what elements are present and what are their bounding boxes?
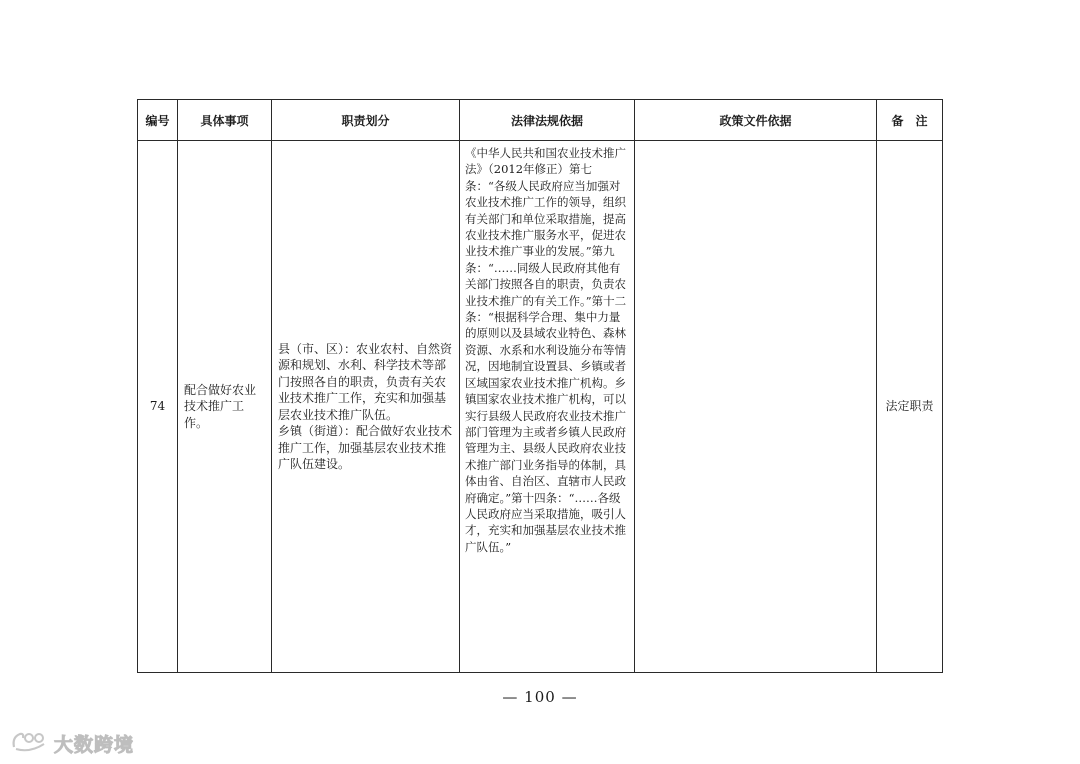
page-number: — 100 — <box>502 688 578 706</box>
header-note: 备 注 <box>877 100 943 141</box>
header-policy: 政策文件依据 <box>635 100 877 141</box>
header-num: 编号 <box>138 100 178 141</box>
table-row <box>138 141 943 673</box>
cell-note: 法定职责 <box>877 141 943 673</box>
responsibility-table <box>137 99 943 673</box>
cell-policy <box>635 141 877 673</box>
header-law: 法律法规依据 <box>460 100 635 141</box>
weibo-style-logo-icon <box>10 729 50 757</box>
watermark-text: 大数跨境 <box>54 733 135 756</box>
cell-duty <box>272 141 460 673</box>
cell-item: 配合做好农业技术推广工作。 <box>178 141 272 673</box>
cell-law: 《中华人民共和国农业技术推广法》（2012年修正）第七条：“各级人民政府应当加强对农业技术推广工作的领导，组织有关部门和单位采取措施，提高农业技术推广服务水平，促进农业技术推广事业的发展。”第九条：“……同级人民政府其他有关部门按照各自的职责，负责农业技术推广的有关工作。”第十二条：“根据科学合理、集中力量的原则以及县域农业特色、森林资源、水系和水利设施分布等情况，因地制宜设置县、乡镇或者区域国家农业技术推广机构。乡镇国家农业技术推广机构，可以实行县级人民政府农业技术推广部门管理为主或者乡镇人民政府管理为主、县级人民政府农业技术推广部门业务指导的体制，具体由省、自治区、直辖市人民政府确定。”第十四条：“……各级人民政府应当采取措施，吸引人才，充实和加强基层农业技术推广队伍。” <box>460 141 635 673</box>
header-duty: 职责划分 <box>272 100 460 141</box>
cell-num: 74 <box>138 141 178 673</box>
table-header-row <box>138 100 943 141</box>
watermark-logo <box>10 729 134 757</box>
duty-county-text: 县（市、区）：农业农村、自然资源和规划、水利、科学技术等部门按照各自的职责，负责有关农业技术推广工作，充实和加强基层农业技术推广队伍。 <box>278 341 453 422</box>
duty-town-text: 乡镇（街道）：配合做好农业技术推广工作，加强基层农业技术推广队伍建设。 <box>278 424 453 471</box>
header-item: 具体事项 <box>178 100 272 141</box>
